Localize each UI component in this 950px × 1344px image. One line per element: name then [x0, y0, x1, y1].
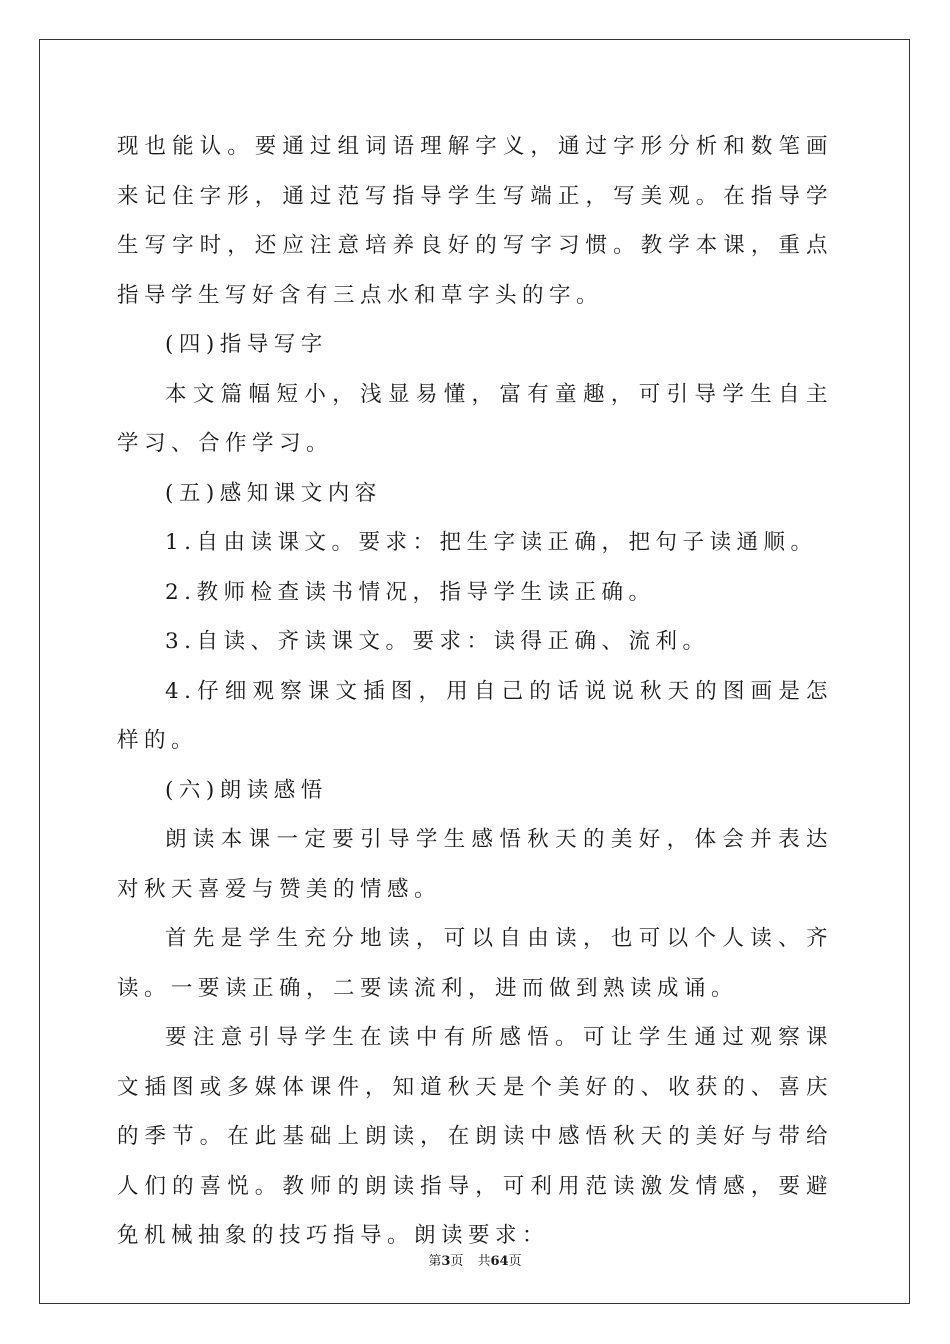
- paragraph: 现也能认。要通过组词语理解字义，通过字形分析和数笔画来记住字形，通过范写指导学生写端正，写美观。在指导学生写字时，还应注意培养良好的写字习惯。教学本课，重点指导学生写好含有三点水和草字头的字。: [117, 134, 833, 308]
- section-heading-5: (五)感知课文内容: [165, 480, 382, 506]
- list-item: 1.自由读课文。要求：把生字读正确，把句子读通顺。: [165, 530, 818, 555]
- total-suffix: 页: [508, 1254, 522, 1269]
- document-body: [117, 122, 833, 1261]
- list-item: 4.仔细观察课文插图，用自己的话说说秋天的图画是怎样的。: [117, 678, 833, 753]
- section-heading-6: (六)朗读感悟: [165, 777, 328, 803]
- page-number: 3: [441, 1254, 451, 1269]
- list-item: 2.教师检查读书情况，指导学生读正确。: [165, 579, 656, 605]
- paragraph: 朗读本课一定要引导学生感悟秋天的美好，体会并表达对秋天喜爱与赞美的情感。: [117, 827, 833, 902]
- paragraph: 首先是学生充分地读，可以自由读，也可以个人读、齐读。一要读正确，二要读流利，进而做到熟读成诵。: [117, 926, 833, 1001]
- total-prefix: 共: [477, 1254, 491, 1269]
- paragraph: 本文篇幅短小，浅显易懂，富有童趣，可引导学生自主学习、合作学习。: [117, 381, 833, 456]
- page-prefix: 第: [428, 1254, 442, 1269]
- section-heading-4: (四)指导写字: [165, 332, 328, 357]
- paragraph: 要注意引导学生在读中有所感悟。可让学生通过观察课文插图或多媒体课件，知道秋天是个美好的、收获的、喜庆的季节。在此基础上朗读，在朗读中感悟秋天的美好与带给人们的喜悦。教师的朗读指导，可利用范读激发情感，要避免机械抽象的技巧指导。朗读要求：: [117, 1025, 833, 1248]
- page-footer: [0, 1250, 950, 1269]
- list-item: 3.自读、齐读课文。要求：读得正确、流利。: [165, 629, 710, 654]
- total-pages: 64: [490, 1254, 509, 1269]
- page-suffix: 页: [450, 1254, 464, 1269]
